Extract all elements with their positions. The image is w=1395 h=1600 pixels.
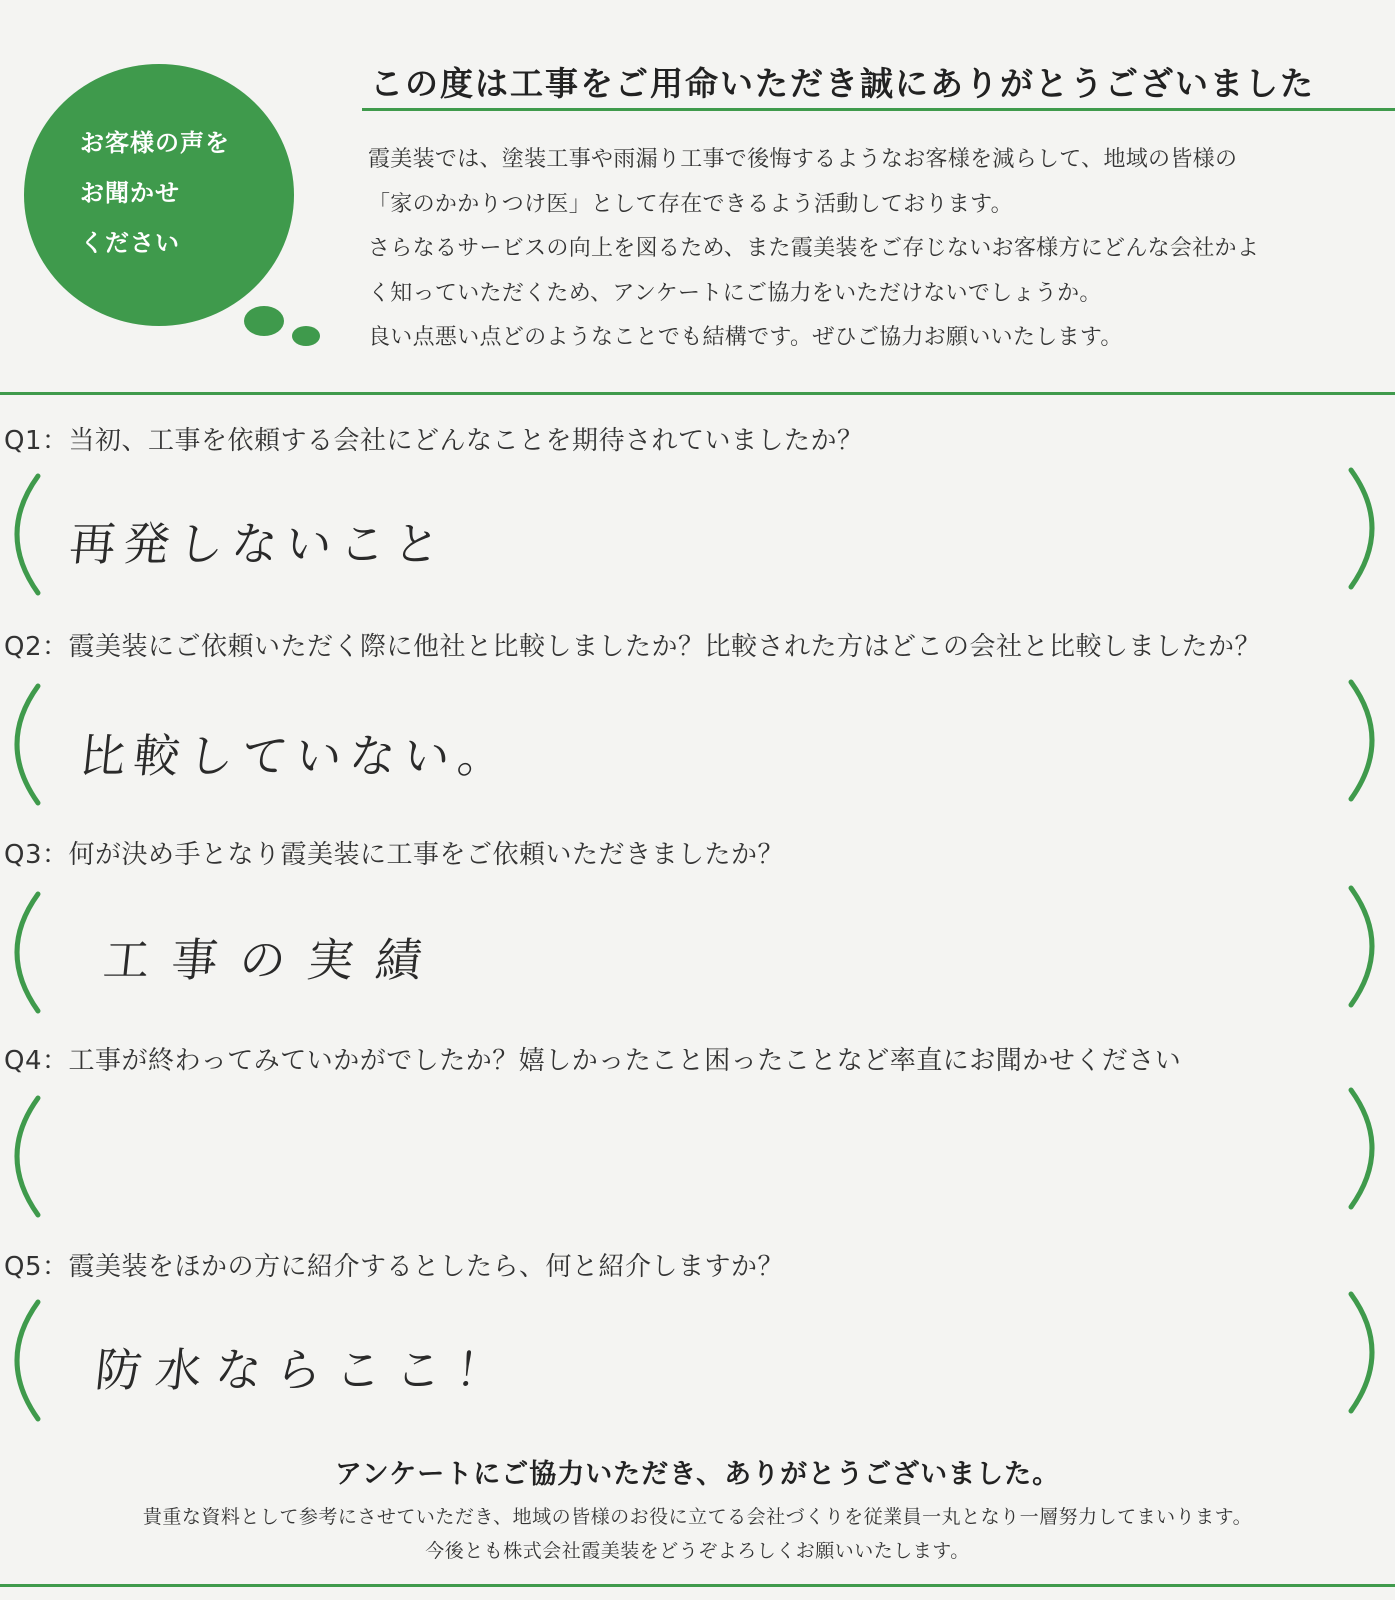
left-bracket-icon xyxy=(4,1094,44,1219)
speech-bubble xyxy=(24,64,294,326)
bubble-line-1: お客様の声を xyxy=(80,129,230,157)
closing-line-1: 貴重な資料として参考にさせていただき、地域の皆様のお役に立てる会社づくりを従業員一丸となり一層努力してまいります。 xyxy=(142,1506,1253,1528)
answer-2[interactable]: 比較していない。 xyxy=(76,729,515,783)
left-bracket-icon xyxy=(4,472,44,597)
closing-line-2: 今後とも株式会社霞美装をどうぞよろしくお願いいたします。 xyxy=(425,1540,970,1562)
section-divider-top xyxy=(0,392,1395,395)
bubble-dot-large xyxy=(244,306,284,336)
intro-line-1: 霞美装では、塗装工事や雨漏り工事で後悔するようなお客様を減らして、地域の皆様の xyxy=(368,147,1238,172)
question-2-label: Q2：霞美装にご依頼いただく際に他社と比較しましたか？比較された方はどこの会社と比較しましたか？ xyxy=(4,632,1262,662)
closing-title: アンケートにご協力いただき、ありがとうございました。 xyxy=(334,1459,1061,1490)
right-bracket-icon xyxy=(1345,466,1385,591)
answer-1[interactable]: 再発しないこと xyxy=(66,517,451,571)
right-bracket-icon xyxy=(1345,884,1385,1009)
section-divider-bottom xyxy=(0,1584,1395,1587)
right-bracket-icon xyxy=(1345,1086,1385,1211)
intro-line-4: く知っていただくため、アンケートにご協力をいただけないでしょうか。 xyxy=(368,280,1102,306)
left-bracket-icon xyxy=(4,1298,44,1423)
page-title: この度は工事をご用命いただき誠にありがとうございました xyxy=(370,64,1315,103)
intro-line-5: 良い点悪い点どのようなことでも結構です。ぜひご協力お願いいたします。 xyxy=(368,325,1123,350)
bubble-line-3: ください xyxy=(80,229,180,257)
bubble-text xyxy=(80,118,230,268)
question-5-label: Q5：霞美装をほかの方に紹介するとしたら、何と紹介しますか？ xyxy=(4,1252,785,1282)
question-3-label: Q3：何が決め手となり霞美装に工事をご依頼いただきましたか？ xyxy=(4,840,785,870)
bubble-dot-small xyxy=(292,326,320,346)
right-bracket-icon xyxy=(1345,678,1385,803)
left-bracket-icon xyxy=(4,890,44,1015)
title-underline xyxy=(362,108,1395,111)
question-4-label: Q4：工事が終わってみていかがでしたか？嬉しかったこと困ったことなど率直にお聞かせください xyxy=(4,1046,1182,1076)
answer-5[interactable]: 防水ならここ！ xyxy=(92,1343,519,1397)
bubble-line-2: お聞かせ xyxy=(80,179,180,207)
intro-line-2: 「家のかかりつけ医」として存在できるよう活動しております。 xyxy=(368,191,1013,217)
answer-3[interactable]: 工事の実績 xyxy=(100,933,447,987)
question-1-label: Q1：当初、工事を依頼する会社にどんなことを期待されていましたか？ xyxy=(4,426,864,456)
left-bracket-icon xyxy=(4,682,44,807)
intro-line-3: さらなるサービスの向上を図るため、また霞美装をご存じないお客様方にどんな会社かよ xyxy=(368,236,1260,261)
right-bracket-icon xyxy=(1345,1290,1385,1415)
intro-paragraph xyxy=(368,138,1395,361)
